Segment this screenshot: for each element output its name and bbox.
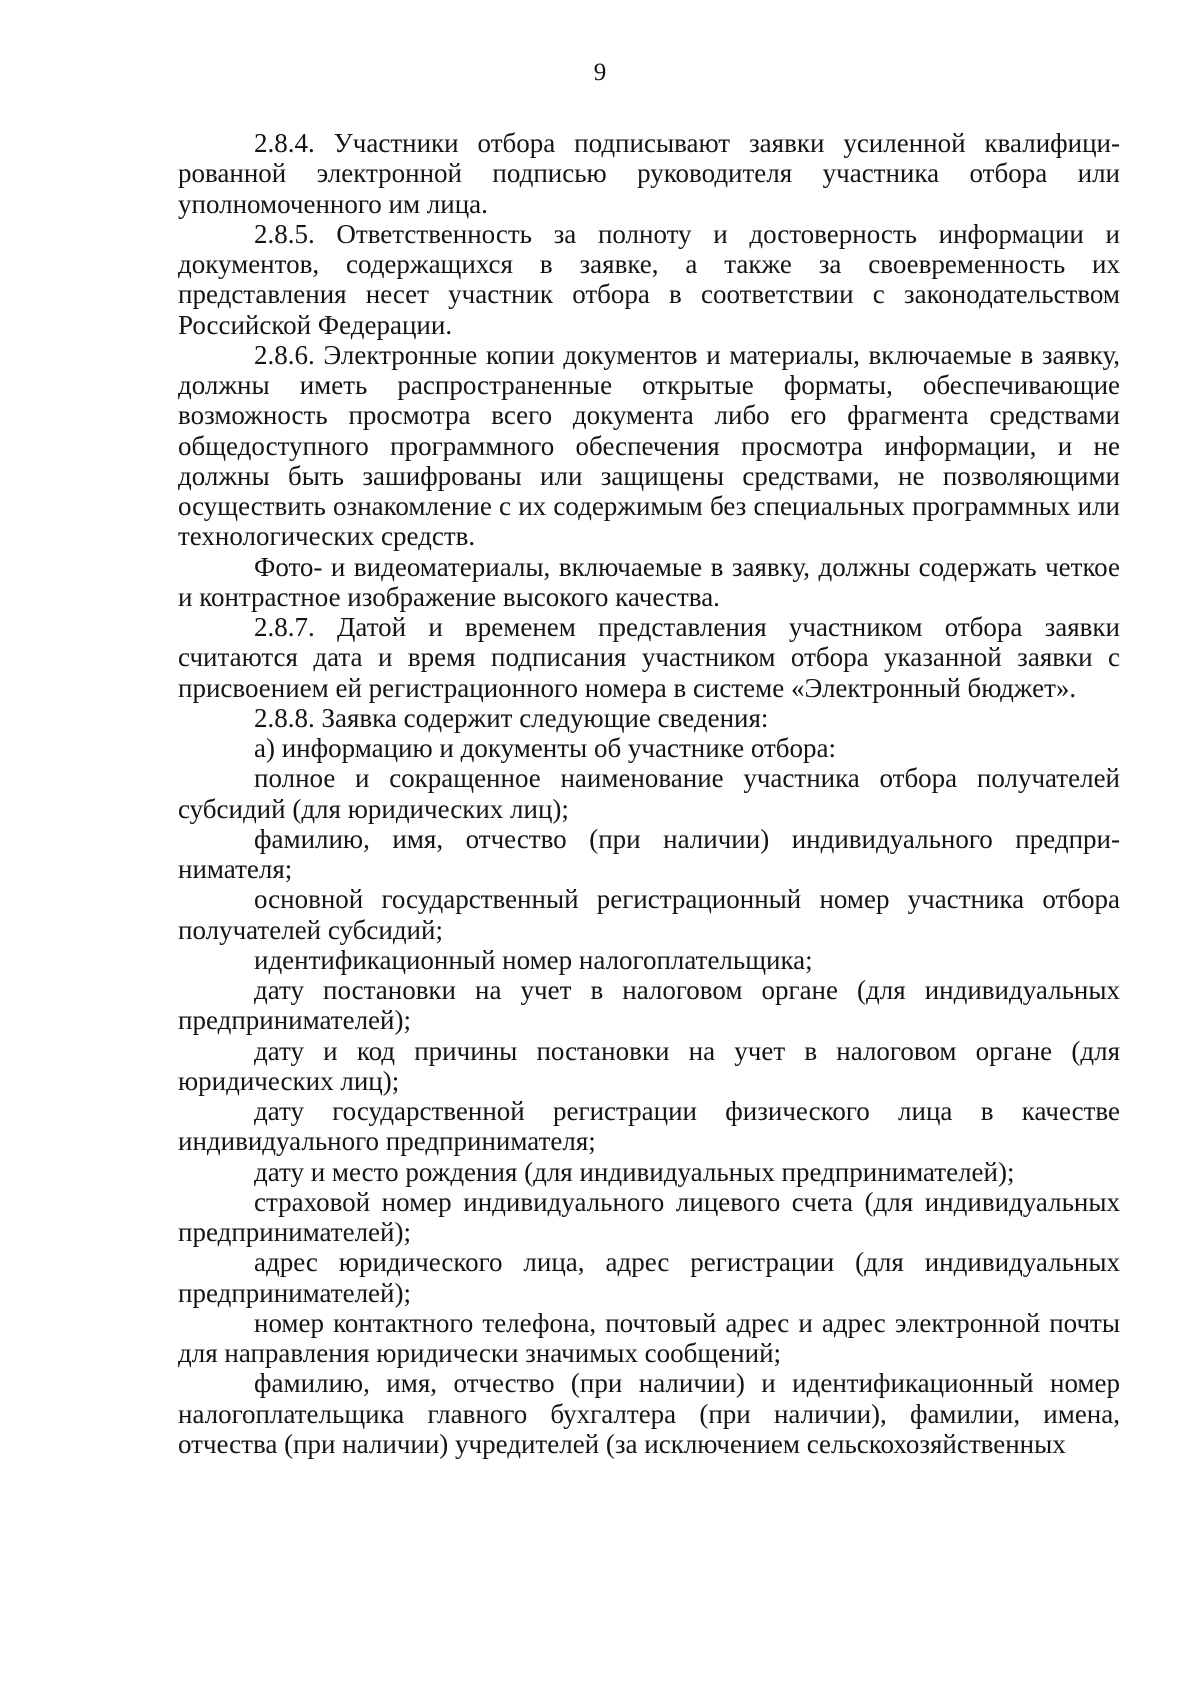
- list-item: дату и код причины постановки на учет в налоговом органе (для юридических лиц);: [178, 1035, 1120, 1096]
- list-item: дату постановки на учет в налоговом органе (для индивидуальных предпринимателей);: [178, 975, 1120, 1036]
- list-intro-a: а) информацию и документы об участнике отбора:: [254, 733, 837, 763]
- list-item: идентификационный номер налогоплательщика;: [254, 944, 813, 975]
- paragraph-2-8-4: 2.8.4. Участники отбора подписывают заявки усиленной квалифицированной электронной подписью руководителя участника отбора или уполномоченного им лица.: [178, 128, 1120, 219]
- paragraph-2-8-7: 2.8.7. Датой и временем представления участником отбора заявки считаются дата и время подписания участником отбора указанной заявки с присвоением ей регистрационного номера в системе «Электронный бюджет».: [178, 612, 1120, 703]
- paragraph-2-8-8: 2.8.8. Заявка содержит следующие сведения:: [254, 702, 769, 733]
- list-item: полное и сокращенное наименование участника отбора получателей субсидий (для юридических лиц);: [178, 763, 1120, 824]
- list-item: фамилию, имя, отчество (при наличии) индивидуального предпринимателя;: [178, 823, 1120, 884]
- paragraph-2-8-5: 2.8.5. Ответственность за полноту и достоверность информации и документов, содержащихся в заявке, а также за своевременность их представления несет участник отбора в соответствии с законодательством Российской Федерации.: [178, 218, 1120, 340]
- document-body: [178, 128, 1120, 1459]
- list-item: адрес юридического лица, адрес регистрации (для индивидуальных предпринимателей);: [178, 1247, 1120, 1308]
- list-item: номер контактного телефона, почтовый адрес и адрес электронной почты для направления юридически значимых сообщений;: [178, 1307, 1120, 1368]
- paragraph-2-8-6: 2.8.6. Электронные копии документов и материалы, включаемые в заявку, должны иметь распространенные открытые форматы, обеспечивающие возможность просмотра всего документа либо его фрагмента средствами общедоступного программного обеспечения просмотра информации, и не должны быть зашифрованы или защищены средствами, не позволяющими осуществить ознакомление с их содержимым без специальных программных или технологических средств.: [178, 339, 1120, 552]
- list-item: дату государственной регистрации физического лица в качестве индивидуального предпринимателя;: [178, 1096, 1120, 1157]
- list-item: фамилию, имя, отчество (при наличии) и идентификационный номер налогоплательщика главного бухгалтера (при наличии), фамилии, имена, отчества (при наличии) учредителей (за исключением сельскохозяйственных: [178, 1368, 1120, 1459]
- list-item: основной государственный регистрационный номер участника отбора получателей субсидий;: [178, 884, 1120, 945]
- list-item: дату и место рождения (для индивидуальных предпринимателей);: [254, 1156, 1015, 1187]
- paragraph-photo-video: Фото- и видеоматериалы, включаемые в заявку, должны содержать четкое и контрастное изображение высокого качества.: [178, 551, 1120, 612]
- list-item: страховой номер индивидуального лицевого счета (для индивидуальных предпринимателей);: [178, 1186, 1120, 1247]
- page-number: 9: [593, 59, 607, 86]
